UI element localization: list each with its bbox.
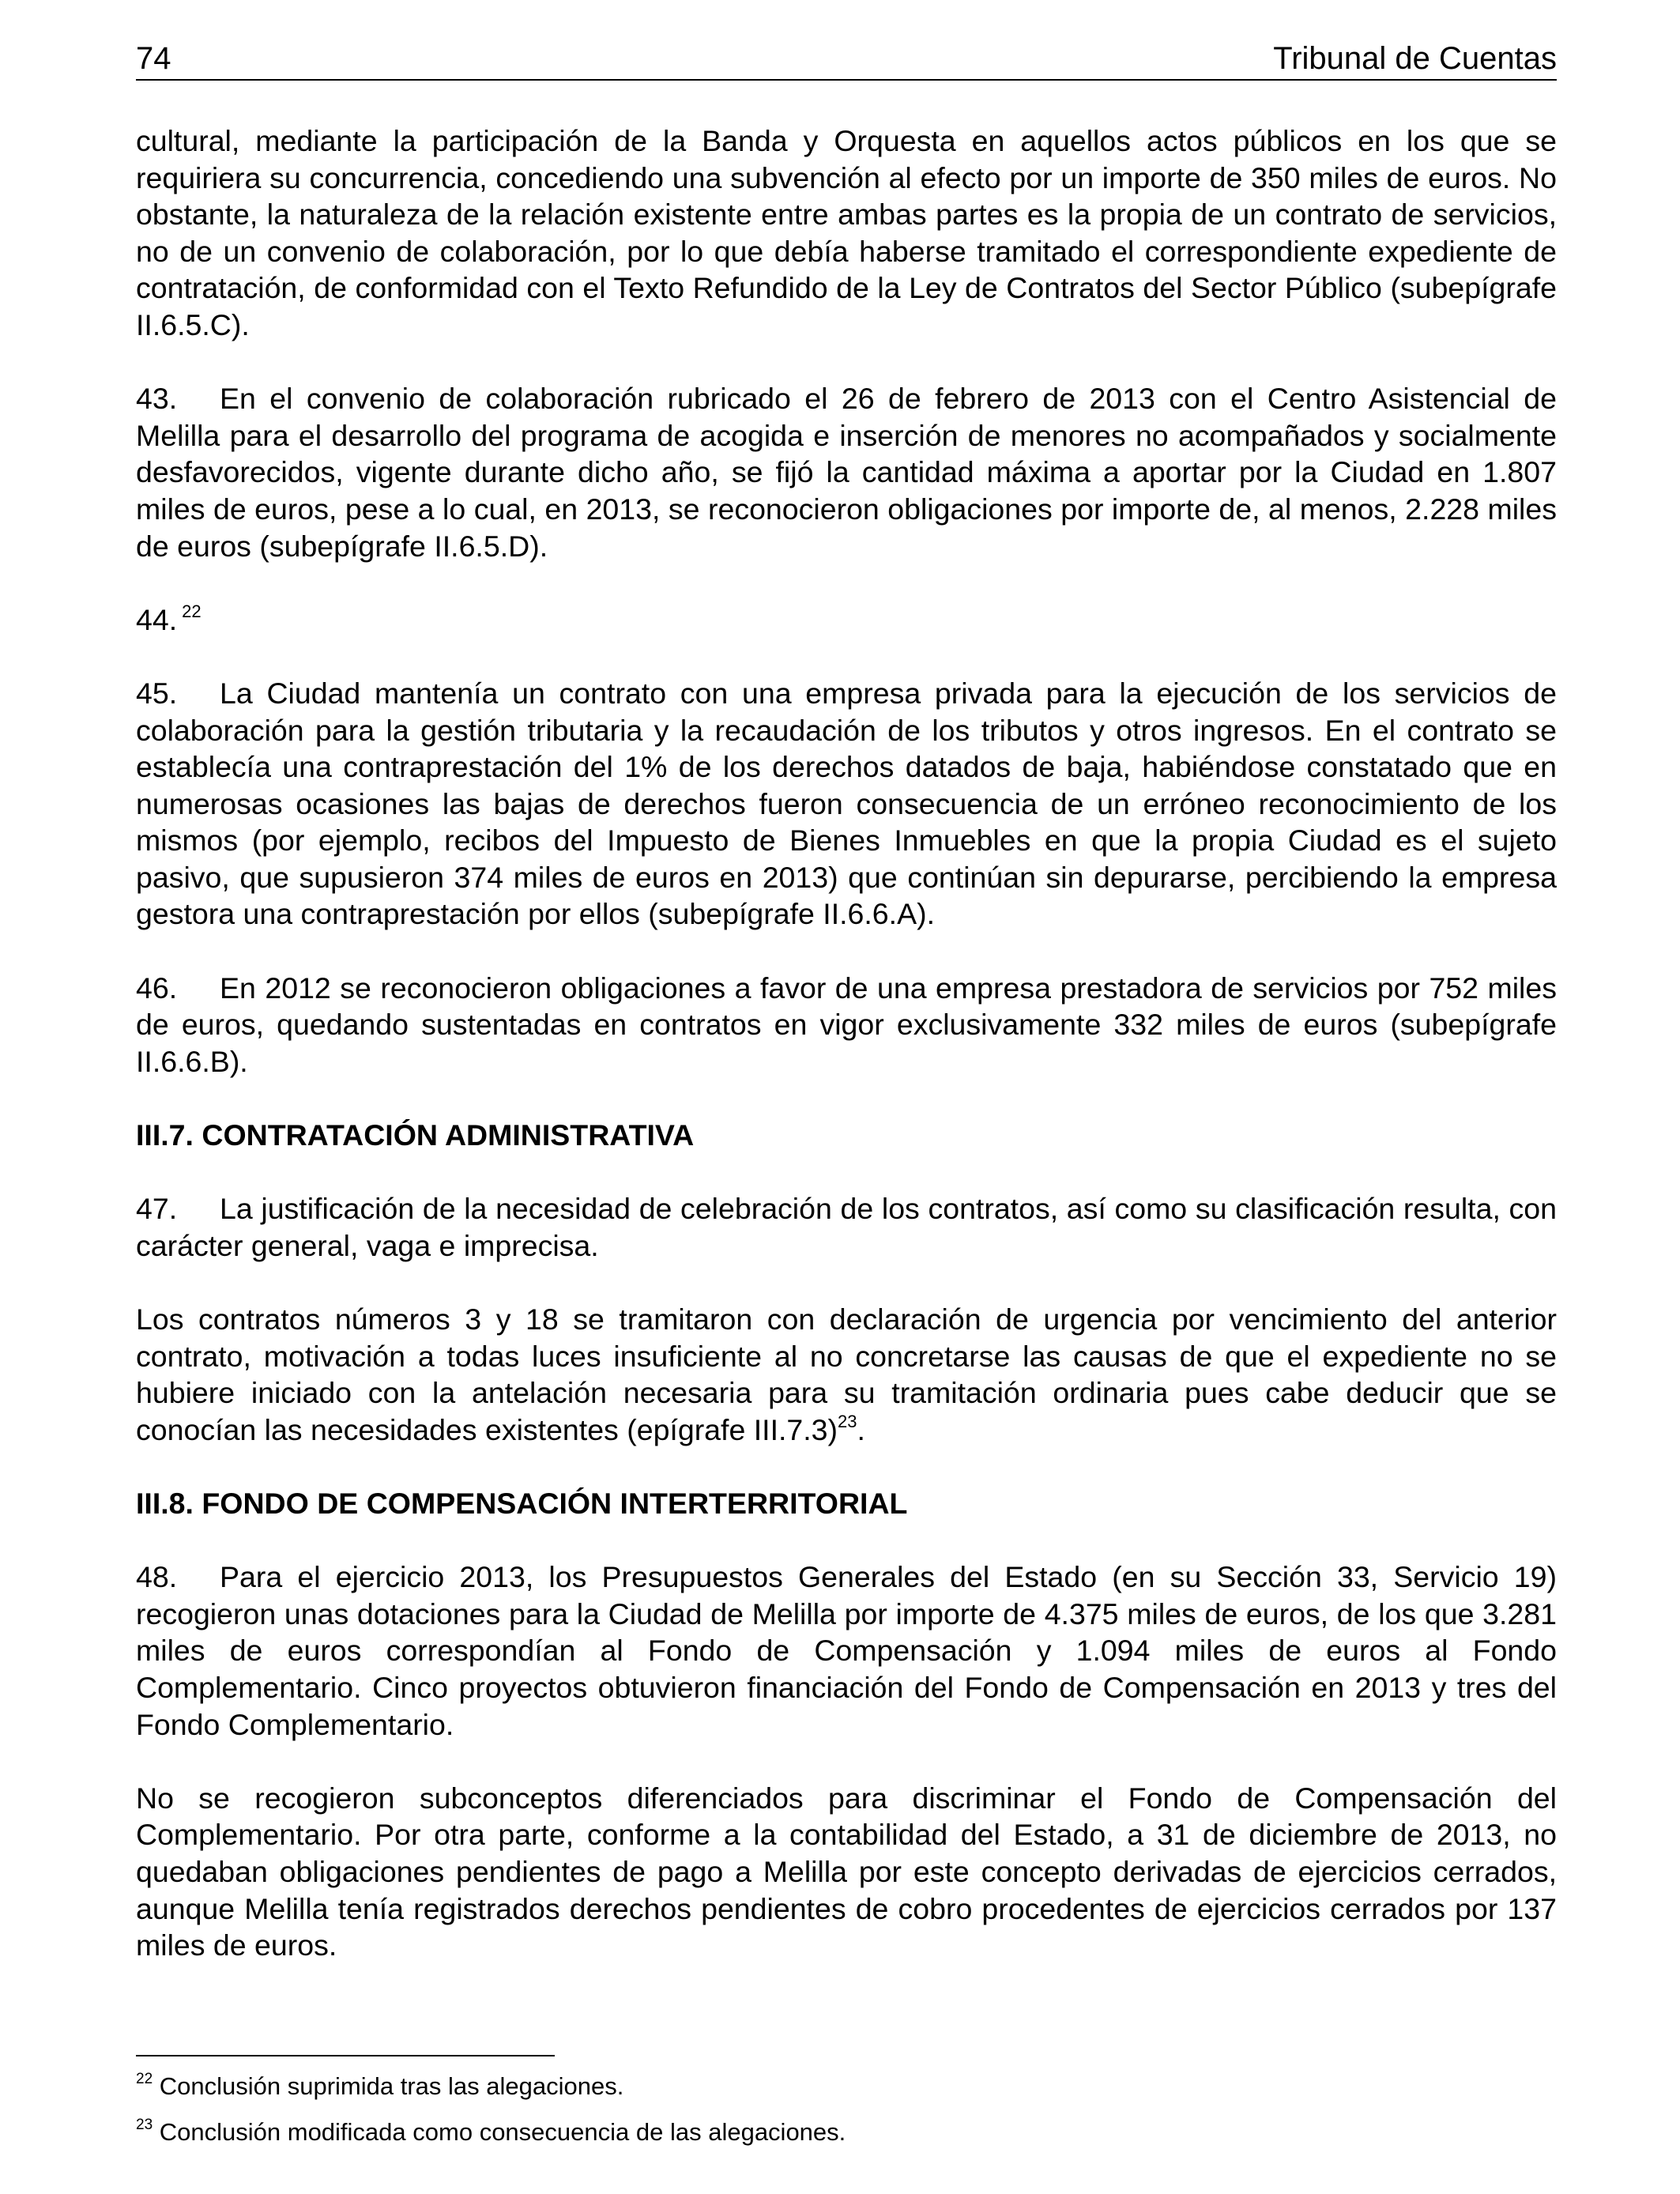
- paragraph-48: [136, 1559, 1557, 1743]
- paragraph-number-text: 44.: [136, 602, 178, 636]
- paragraph-number: 46.: [136, 971, 178, 1005]
- paragraph-45: [136, 675, 1557, 933]
- section-heading-iii-7: III.7. CONTRATACIÓN ADMINISTRATIVA: [136, 1118, 695, 1152]
- document-page: [136, 0, 1557, 2194]
- paragraph-number: 45.: [136, 676, 178, 710]
- section-heading-iii-8: III.8. FONDO DE COMPENSACIÓN INTERTERRITORIAL: [136, 1486, 908, 1520]
- paragraph-47: [136, 1190, 1557, 1264]
- paragraph-text: Para el ejercicio 2013, los Presupuestos Generales del Estado (en su Sección 33, Servicio 19) recogieron unas dotaciones para la Ciudad de Melilla por importe de 4.375 miles de euros, de los que 3.281 miles de euros correspondían al Fondo de Compensación y 1.094 miles de euros al Fondo Complementario. Cinco proyectos obtuvieron financiación del Fondo de Compensación en 2013 y tres del Fondo Complementario.: [136, 1560, 1557, 1741]
- footnote-text: Conclusión modificada como consecuencia de las alegaciones.: [159, 2118, 846, 2146]
- paragraph-text: Los contratos números 3 y 18 se tramitaron con declaración de urgencia por vencimiento del anterior contrato, motivación a todas luces insuficiente al no concretarse las causas de que el expediente no se hubiere iniciado con la antelación necesaria para su tramitación ordinaria pues cabe deducir que se conocían las necesidades existentes (epígrafe III.7.3): [136, 1302, 1557, 1446]
- paragraph-text: cultural, mediante la participación de la Banda y Orquesta en aquellos actos públicos en los que se requiriera su concurrencia, concediendo una subvención al efecto por un importe de 350 miles de euros. No obstante, la naturaleza de la relación existente entre ambas partes es la propia de un contrato de servicios, no de un convenio de colaboración, por lo que debía haberse tramitado el correspondiente expediente de contratación, de conformidad con el Texto Refundido de la Ley de Contratos del Sector Público (subepígrafe II.6.5.C).: [136, 124, 1557, 341]
- paragraph-43: [136, 380, 1557, 564]
- paragraph-end: .: [857, 1412, 865, 1446]
- document-body: [136, 123, 1557, 2000]
- footnotes: [136, 2071, 1557, 2162]
- paragraph-44: [136, 601, 1557, 639]
- footnote-mark: 22: [136, 2071, 153, 2087]
- footnote-separator: [136, 2055, 555, 2056]
- paragraph-text: La Ciudad mantenía un contrato con una empresa privada para la ejecución de los servicios de colaboración para la gestión tributaria y la recaudación de los tributos y otros ingresos. En el contrato se establecía una contraprestación del 1% de los derechos datados de baja, habiéndose constatado que en numerosas ocasiones las bajas de derechos fueron consecuencia de un erróneo reconocimiento de los mismos (por ejemplo, recibos del Impuesto de Bienes Inmuebles en que la propia Ciudad es el sujeto pasivo, que supusieron 374 miles de euros en 2013) que continúan sin depurarse, percibiendo la empresa gestora una contraprestación por ellos (subepígrafe II.6.6.A).: [136, 676, 1557, 931]
- footnote-mark: 23: [136, 2117, 153, 2133]
- page-number: 74: [136, 41, 171, 76]
- paragraph-text: En 2012 se reconocieron obligaciones a favor de una empresa prestadora de servicios por 752 miles de euros, quedando sustentadas en contratos en vigor exclusivamente 332 miles de euros (subepígrafe II.6.6.B).: [136, 971, 1557, 1078]
- paragraph-number: 47.: [136, 1192, 178, 1226]
- footnote-ref-22: 22: [182, 601, 202, 621]
- header-title: Tribunal de Cuentas: [1273, 41, 1557, 76]
- footnote-22: [136, 2071, 1557, 2102]
- footnote-ref-23: 23: [838, 1411, 857, 1431]
- paragraph-48-continued: [136, 1780, 1557, 1964]
- paragraph-continuation: [136, 123, 1557, 344]
- paragraph-number: [136, 601, 220, 639]
- footnote-text: Conclusión suprimida tras las alegaciones.: [159, 2072, 624, 2100]
- paragraph-47-continued: [136, 1301, 1557, 1448]
- paragraph-text: En el convenio de colaboración rubricado el 26 de febrero de 2013 con el Centro Asistencial de Melilla para el desarrollo del programa de acogida e inserción de menores no acompañados y socialmente desfavorecidos, vigente durante dicho año, se fijó la cantidad máxima a aportar por la Ciudad en 1.807 miles de euros, pese a lo cual, en 2013, se reconocieron obligaciones por importe de, al menos, 2.228 miles de euros (subepígrafe II.6.5.D).: [136, 382, 1557, 563]
- paragraph-46: [136, 970, 1557, 1080]
- paragraph-number: 43.: [136, 382, 178, 416]
- paragraph-text: La justificación de la necesidad de celebración de los contratos, así como su clasificación resulta, con carácter general, vaga e imprecisa.: [136, 1192, 1557, 1262]
- footnote-23: [136, 2117, 1557, 2148]
- paragraph-text: No se recogieron subconceptos diferenciados para discriminar el Fondo de Compensación del Complementario. Por otra parte, conforme a la contabilidad del Estado, a 31 de diciembre de 2013, no quedaban obligaciones pendientes de pago a Melilla por este concepto derivadas de ejercicios cerrados, aunque Melilla tenía registrados derechos pendientes de cobro procedentes de ejercicios cerrados por 137 miles de euros.: [136, 1781, 1557, 1962]
- page-header: [136, 38, 1557, 81]
- paragraph-number: 48.: [136, 1560, 178, 1594]
